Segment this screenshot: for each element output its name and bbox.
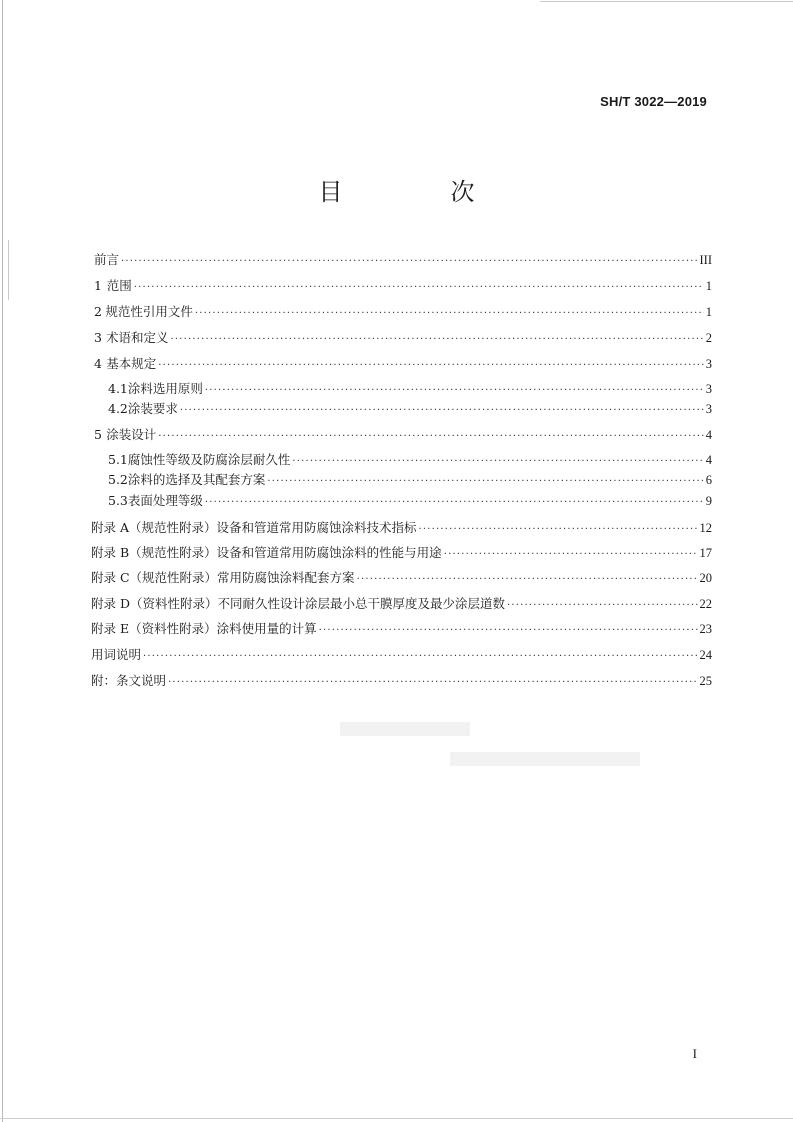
toc-entry-label: 涂装要求 <box>127 401 178 416</box>
toc-entry-label: 涂料选用原则 <box>127 381 203 396</box>
toc-entry-number: 3 <box>94 330 102 345</box>
toc-leader <box>357 574 698 585</box>
toc-entry-5-3[interactable] <box>108 491 712 509</box>
toc-entry-terms[interactable] <box>91 645 712 663</box>
toc-entry-number: 4.1 <box>108 381 128 396</box>
toc-entry-label: 前言 <box>94 252 120 267</box>
toc-page-number: 23 <box>699 622 712 636</box>
toc-entry-label: 涂料使用量的计算 <box>216 621 317 636</box>
scan-edge-bottom <box>0 1118 793 1119</box>
toc-page-number: 24 <box>699 648 712 662</box>
toc-leader <box>292 456 703 467</box>
toc-entry-2[interactable] <box>94 302 712 320</box>
toc-entry-number: 附录 B（规范性附录） <box>91 545 217 560</box>
scan-smudge <box>450 752 640 766</box>
toc-page-number: 4 <box>705 453 712 467</box>
toc-entry-3[interactable] <box>94 328 712 346</box>
toc-entry-appendix-d[interactable] <box>91 594 712 612</box>
toc-entry-label: 腐蚀性等级及防腐涂层耐久性 <box>127 452 291 467</box>
toc-leader <box>205 385 704 396</box>
toc-entry-number: 4.2 <box>108 401 128 416</box>
toc-entry-number: 附录 D（资料性附录） <box>91 596 218 611</box>
scan-edge-left <box>2 0 3 1122</box>
toc-entry-label: 用词说明 <box>91 647 142 662</box>
toc-page-number: 9 <box>705 494 712 508</box>
toc-entry-label: 附：条文说明 <box>91 673 167 688</box>
toc-entry-4[interactable] <box>94 354 712 372</box>
toc-entry-label: 不同耐久性设计涂层最小总干膜厚度及最少涂层道数 <box>217 596 506 611</box>
toc-leader <box>121 256 697 267</box>
toc-entry-label: 规范性引用文件 <box>105 304 193 319</box>
toc-page-number: 1 <box>705 279 712 293</box>
toc-page-number: 22 <box>699 597 712 611</box>
toc-entry-label: 设备和管道常用防腐蚀涂料技术指标 <box>216 520 417 535</box>
toc-page-number: 4 <box>705 428 712 442</box>
toc-page-number: 17 <box>699 546 712 560</box>
toc-page-number: 6 <box>705 473 712 487</box>
toc-leader <box>267 476 703 487</box>
document-code: SH/T 3022—2019 <box>600 94 707 109</box>
toc-entry-explanation[interactable] <box>91 671 712 689</box>
toc-page-number: 20 <box>699 571 712 585</box>
toc-entry-appendix-a[interactable] <box>91 518 712 536</box>
toc-entry-label: 涂料的选择及其配套方案 <box>127 472 266 487</box>
toc-page-number: III <box>699 253 712 267</box>
toc-entry-number: 5.2 <box>108 472 128 487</box>
toc-entry-1[interactable] <box>94 276 712 294</box>
toc-entry-number: 附录 A（规范性附录） <box>91 520 217 535</box>
scan-edge-top <box>540 1 793 2</box>
toc-entry-number: 1 <box>94 278 102 293</box>
page-number: I <box>692 1046 697 1061</box>
toc-page-number: 1 <box>705 305 712 319</box>
toc-leader <box>507 600 697 611</box>
toc-page-number: 3 <box>705 382 712 396</box>
toc-entry-label: 术语和定义 <box>105 330 169 345</box>
toc-entry-number: 5 <box>94 427 102 442</box>
toc-leader <box>158 360 704 371</box>
toc-page-number: 25 <box>699 674 712 688</box>
toc-entry-appendix-e[interactable] <box>91 619 712 637</box>
toc-page-number: 3 <box>705 402 712 416</box>
toc-leader <box>180 405 704 416</box>
toc-leader <box>170 334 703 345</box>
toc-entry-4-2[interactable] <box>108 399 712 417</box>
toc-entry-number: 2 <box>94 304 102 319</box>
toc-entry-label: 涂装设计 <box>106 427 157 442</box>
toc-entry-label: 常用防腐蚀涂料配套方案 <box>217 570 355 585</box>
toc-leader <box>319 625 698 636</box>
toc-leader <box>143 651 697 662</box>
toc-leader <box>134 282 704 293</box>
toc-entry-number: 4 <box>94 356 102 371</box>
toc-leader <box>444 549 698 560</box>
toc-leader <box>168 677 697 688</box>
toc-leader <box>195 308 704 319</box>
toc-entry-5-2[interactable] <box>108 470 712 488</box>
scan-smudge <box>340 722 470 736</box>
toc-entry-4-1[interactable] <box>108 379 712 397</box>
toc-entry-number: 5.1 <box>108 452 128 467</box>
toc-leader <box>158 431 704 442</box>
toc-entry-label: 表面处理等级 <box>127 493 203 508</box>
toc-entry-5-1[interactable] <box>108 450 712 468</box>
toc-entry-number: 附录 E（资料性附录） <box>91 621 217 636</box>
scan-edge-mark <box>8 240 9 300</box>
toc-entry-label: 设备和管道常用防腐蚀涂料的性能与用途 <box>216 545 442 560</box>
toc-entry-5[interactable] <box>94 425 712 443</box>
toc-entry-appendix-b[interactable] <box>91 543 712 561</box>
toc-entry-label: 范围 <box>106 278 132 293</box>
page-title: 目 次 <box>318 178 517 206</box>
toc-page-number: 3 <box>705 357 712 371</box>
toc-entry-foreword[interactable] <box>94 250 712 268</box>
toc-leader <box>419 524 698 535</box>
toc-leader <box>205 497 704 508</box>
toc-page-number: 12 <box>699 521 712 535</box>
toc-entry-number: 附录 C（规范性附录） <box>91 570 218 585</box>
toc-entry-appendix-c[interactable] <box>91 568 712 586</box>
toc-entry-number: 5.3 <box>108 493 128 508</box>
toc-page-number: 2 <box>705 331 712 345</box>
toc-entry-label: 基本规定 <box>106 356 157 371</box>
